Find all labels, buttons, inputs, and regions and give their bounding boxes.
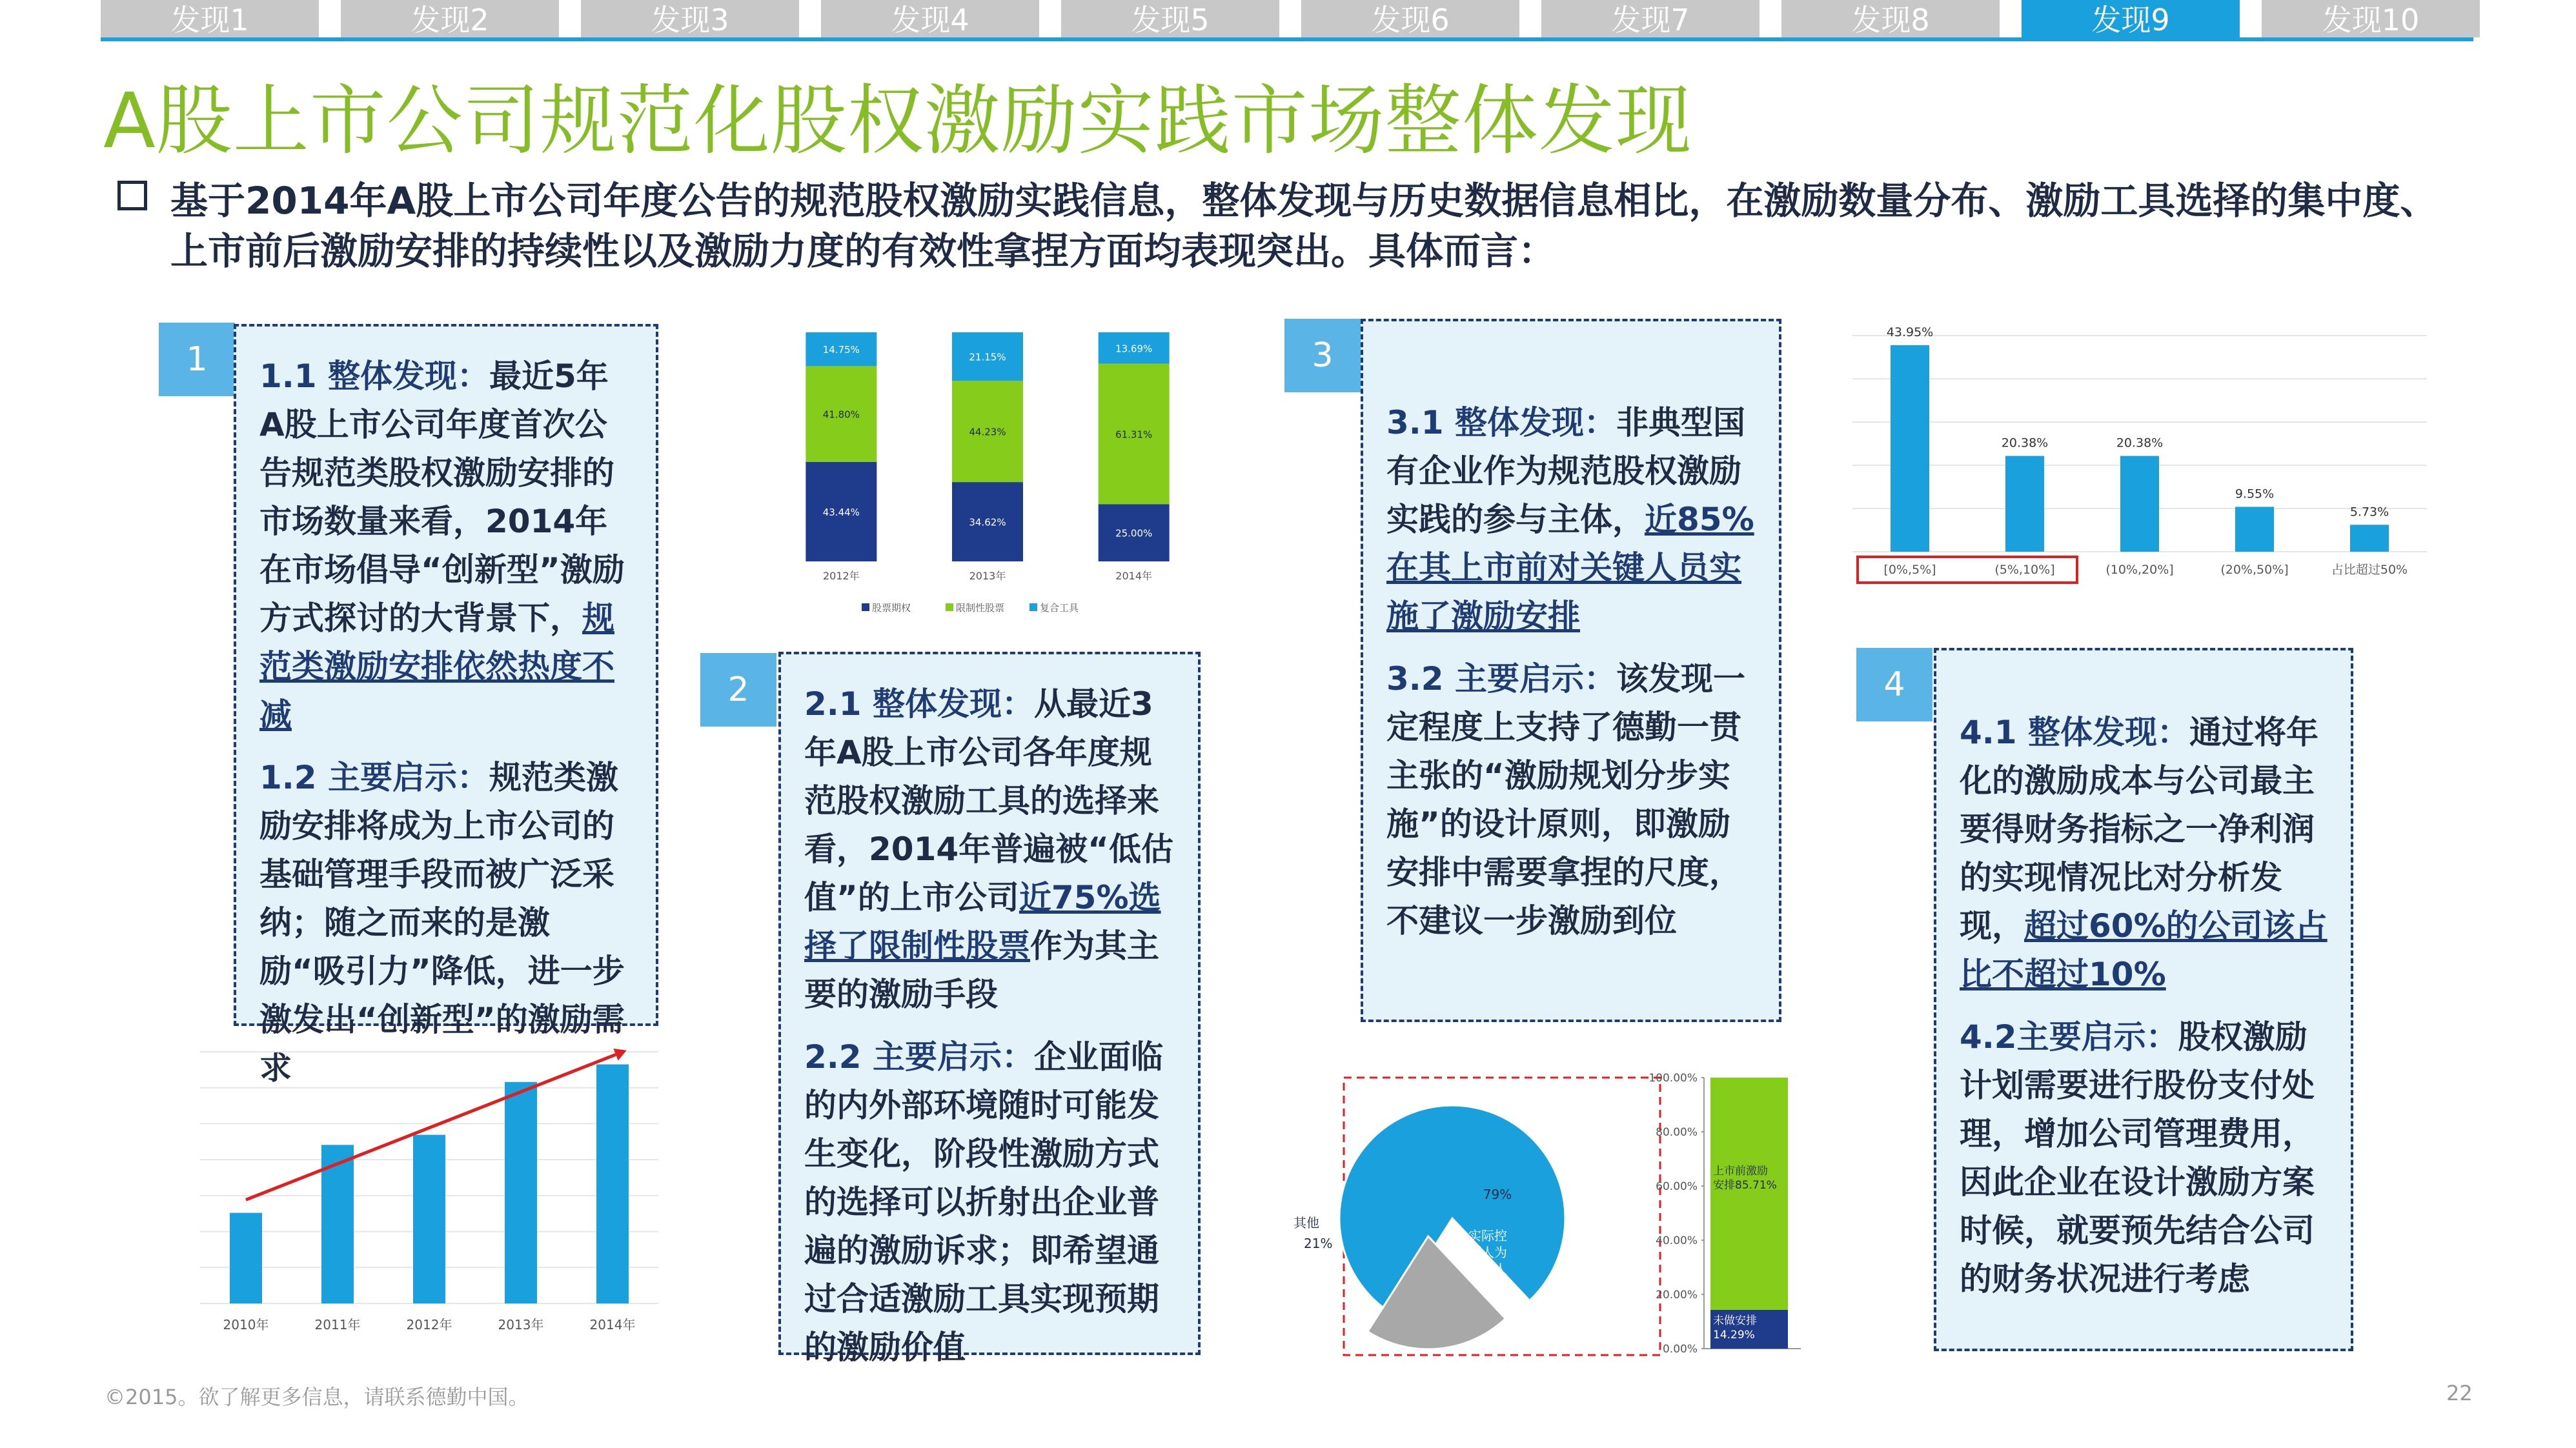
pie-category-label: 实际控	[1468, 1228, 1507, 1243]
bar-2012年	[413, 1135, 445, 1303]
footer-copyright: ©2015。欲了解更多信息，请联系德勤中国。	[105, 1385, 529, 1409]
section3-finding-head: 3.1 整体发现：	[1386, 404, 1616, 441]
section3-insight-body: 该发现一定程度上支持了德勤一贯主张的“激励规划分步实施”的设计原则，即激励安排中需要拿捏的尺度，不建议一步激励到位	[1386, 660, 1745, 940]
data-label: 14.29%	[1713, 1328, 1755, 1342]
data-label: 21.15%	[969, 351, 1006, 363]
section1-finding-head: 1.1 整体发现：	[259, 357, 489, 395]
x-tick-label: 2012年	[822, 570, 860, 582]
section2-finding-head: 2.1 整体发现：	[804, 685, 1034, 723]
section2-finding-tail: 作为其主要的激励手段	[804, 927, 1159, 1013]
checkbox-bullet-icon	[117, 181, 147, 210]
section4-insight-body: 股权激励计划需要进行股份支付处理，增加公司管理费用，因此企业在设计激励方案时候，就要预先结合公司的财务状况进行考虑	[1960, 1018, 2315, 1298]
tab-3[interactable]: 发现3	[581, 0, 799, 37]
data-label: 13.69%	[1115, 343, 1153, 355]
tab-1[interactable]: 发现1	[101, 0, 319, 37]
section1-finding-highlight: 规范类激励安排依然热度不减	[259, 599, 614, 734]
legend-swatch	[862, 603, 869, 611]
section2-insight-body: 企业面临的内外部环境随时可能发生变化，阶段性激励方式的选择可以折射出企业普遍的激励诉求；即希望通过合适激励工具实现预期的激励价值	[804, 1038, 1163, 1366]
pie-value-label: 79%	[1483, 1187, 1512, 1202]
tab-10[interactable]: 发现10	[2262, 0, 2480, 37]
chart-pre-ipo-incentive	[1639, 1065, 1807, 1368]
data-label: 未做安排	[1713, 1314, 1757, 1327]
bar-[0%,5%]	[1891, 345, 1929, 552]
tab-6[interactable]: 发现6	[1301, 0, 1519, 37]
section-number-3: 3	[1284, 319, 1361, 392]
data-label: 43.95%	[1886, 325, 1934, 339]
section1-finding	[259, 352, 633, 739]
data-label: 41.80%	[822, 408, 860, 421]
x-tick-label: (10%,20%]	[2105, 563, 2174, 577]
tab-4[interactable]: 发现4	[821, 0, 1039, 37]
data-label: 61.31%	[1115, 428, 1153, 441]
pie-category-label: 自然人	[1468, 1262, 1507, 1277]
legend-swatch	[946, 603, 953, 611]
tab-5[interactable]: 发现5	[1061, 0, 1279, 37]
legend-label: 复合工具	[1040, 602, 1079, 614]
tab-underline	[101, 37, 2473, 41]
section4-finding-head: 4.1 整体发现：	[1960, 714, 2189, 751]
x-tick-label: (5%,10%]	[1994, 563, 2055, 577]
section1-insight-body: 规范类激励安排将成为上市公司的基础管理手段而被广泛采纳；随之而来的是激励“吸引力”降低，进一步激发出“创新型”的激励需求	[259, 759, 625, 1087]
pie-value-label: 21%	[1304, 1236, 1333, 1251]
legend-swatch	[1029, 603, 1037, 611]
section1-insight	[259, 754, 633, 1092]
pie-category-label: 制人为	[1468, 1245, 1507, 1260]
section3-insight	[1386, 655, 1756, 945]
section1-box	[234, 324, 658, 1087]
data-label: 25.00%	[1115, 527, 1153, 539]
x-tick-label: 2011年	[314, 1317, 361, 1332]
bar-(20%,50%]	[2235, 507, 2274, 552]
section4-finding-body: 通过将年化的激励成本与公司最主要得财务指标之一净利润的实现情况比对分析发现，	[1960, 714, 2318, 945]
bar-(5%,10%]	[2005, 456, 2044, 552]
x-tick-label: 占比超过50%	[2331, 563, 2408, 577]
tab-7[interactable]: 发现7	[1541, 0, 1760, 37]
x-tick-label: (20%,50%]	[2220, 563, 2289, 577]
section2-insight-head: 2.2 主要启示：	[804, 1038, 1034, 1076]
page-title: A股上市公司规范化股权激励实践市场整体发现	[103, 76, 1692, 165]
legend-label: 股票期权	[872, 602, 911, 614]
section1-finding-body: 最近5年A股上市公司年度首次公告规范类股权激励安排的市场数量来看，2014年在市场倡导“创新型”激励方式探讨的大背景下，	[259, 357, 625, 637]
bar-2014年	[596, 1065, 629, 1304]
x-tick-label: 2012年	[406, 1317, 452, 1332]
section-number-1: 1	[159, 323, 235, 396]
chart-cost-ratio	[1846, 303, 2440, 587]
data-label: 安排85.71%	[1713, 1179, 1777, 1192]
tab-bar	[101, 0, 2473, 40]
bar-(10%,20%]	[2120, 456, 2159, 552]
x-tick-label: 2013年	[969, 570, 1006, 582]
chart-controller-pie	[1265, 1071, 1665, 1362]
section2-insight	[804, 1033, 1175, 1372]
pie-category-label: 其他	[1293, 1215, 1319, 1231]
section2-finding-highlight: 近75%选择了限制性股票	[804, 879, 1161, 965]
data-label: 上市前激励	[1713, 1165, 1768, 1178]
x-tick-label: 2014年	[1115, 570, 1153, 582]
section4-insight-head: 4.2主要启示：	[1960, 1018, 2178, 1056]
data-label: 44.23%	[969, 426, 1006, 438]
tab-2[interactable]: 发现2	[341, 0, 559, 37]
y-tick-label: 100.00%	[1648, 1072, 1698, 1085]
x-tick-label: 2014年	[589, 1317, 636, 1332]
bar-占比超过50%	[2350, 525, 2389, 552]
intro-paragraph	[117, 176, 2467, 276]
tab-9[interactable]: 发现9	[2022, 0, 2240, 37]
y-tick-label: 0.00%	[1662, 1343, 1698, 1356]
x-tick-label: [0%,5%]	[1883, 563, 1936, 577]
section-number-4: 4	[1856, 648, 1932, 721]
data-label: 9.55%	[2235, 487, 2275, 501]
section4-box	[1934, 648, 2353, 1351]
y-tick-label: 40.00%	[1656, 1234, 1698, 1247]
section4-insight	[1960, 1013, 2328, 1303]
chart-annual-count	[187, 1045, 665, 1336]
section2-finding-body: 从最近3年A股上市公司各年度规范股权激励工具的选择来看，2014年普遍被“低估值”的上市公司	[804, 685, 1174, 916]
section2-box	[778, 652, 1201, 1366]
intro-text: 基于2014年A股上市公司年度公告的规范股权激励实践信息，整体发现与历史数据信息相比，在激励数量分布、激励工具选择的集中度、上市前后激励安排的持续性以及激励力度的有效性拿捏方面均表现突出。具体而言：	[170, 179, 2438, 273]
segment-上市前激励安排	[1710, 1078, 1788, 1310]
section2-finding	[804, 680, 1175, 1019]
data-label: 43.44%	[822, 506, 860, 518]
data-label: 34.62%	[969, 516, 1006, 528]
section1-insight-head: 1.2 主要启示：	[259, 759, 489, 796]
data-label: 20.38%	[2001, 436, 2049, 450]
bar-2013年	[505, 1082, 537, 1303]
page-number: 22	[2446, 1381, 2473, 1405]
y-tick-label: 20.00%	[1656, 1289, 1698, 1302]
y-tick-label: 60.00%	[1656, 1180, 1698, 1193]
section3-insight-head: 3.2 主要启示：	[1386, 660, 1616, 698]
data-label: 20.38%	[2116, 436, 2164, 450]
section-number-2: 2	[700, 653, 776, 727]
section3-finding	[1386, 399, 1756, 641]
legend-label: 限制性股票	[956, 602, 1005, 614]
x-tick-label: 2013年	[498, 1317, 544, 1332]
section3-box	[1361, 319, 1781, 1022]
section3-finding-body: 非典型国有企业作为规范股权激励实践的参与主体，	[1386, 404, 1745, 538]
bar-2010年	[230, 1213, 262, 1303]
data-label: 14.75%	[822, 344, 860, 356]
data-label: 5.73%	[2349, 505, 2389, 519]
section4-finding	[1960, 709, 2328, 999]
x-tick-label: 2010年	[223, 1317, 269, 1332]
tab-8[interactable]: 发现8	[1781, 0, 2000, 37]
y-tick-label: 80.00%	[1656, 1126, 1698, 1139]
chart-tool-selection	[755, 326, 1213, 629]
section3-finding-highlight: 近85%在其上市前对关键人员实施了激励安排	[1386, 501, 1754, 635]
section4-finding-highlight: 超过60%的公司该占比不超过10%	[1960, 907, 2328, 993]
